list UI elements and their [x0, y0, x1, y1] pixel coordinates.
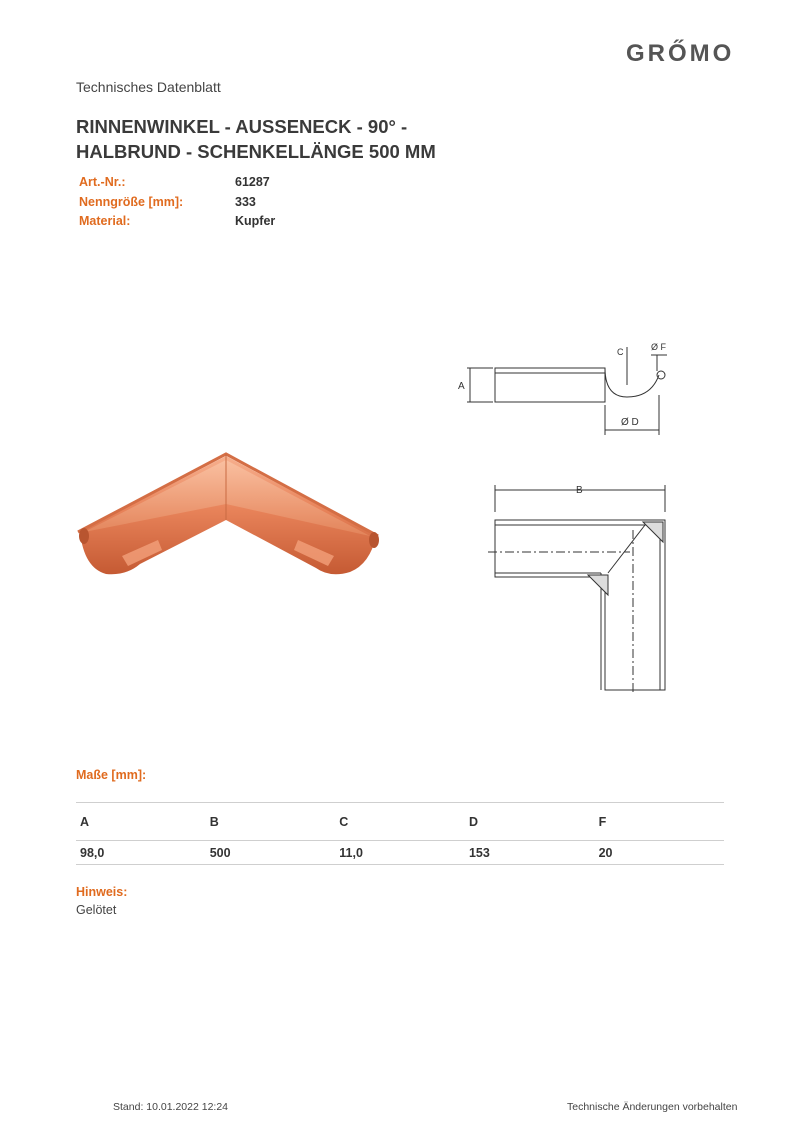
value-f: 20: [595, 841, 724, 865]
label-a: A: [458, 381, 465, 392]
column-header-a: A: [76, 803, 206, 841]
label-f: Ø F: [651, 342, 666, 352]
note-heading: Hinweis:: [76, 885, 128, 899]
spec-value: 61287: [235, 175, 270, 189]
table-header-row: [76, 803, 724, 841]
value-d: 153: [465, 841, 595, 865]
top-view-drawing: [480, 480, 680, 695]
column-header-b: B: [206, 803, 336, 841]
spec-label: Art.-Nr.:: [79, 175, 126, 189]
dimensions-heading: Maße [mm]:: [76, 768, 147, 782]
title-line-1: RINNENWINKEL - AUSSENECK - 90° -: [76, 116, 408, 137]
title-line-2: HALBRUND - SCHENKELLÄNGE 500 MM: [76, 141, 436, 162]
value-b: 500: [206, 841, 336, 865]
column-header-f: F: [595, 803, 724, 841]
footer-disclaimer: Technische Änderungen vorbehalten: [567, 1101, 738, 1113]
value-c: 11,0: [335, 841, 465, 865]
label-d: Ø D: [621, 417, 639, 428]
spec-row-size: [79, 195, 256, 209]
table-row: [76, 841, 724, 865]
spec-value: 333: [235, 195, 256, 209]
spec-label: Nenngröße [mm]:: [79, 195, 184, 209]
document-subtitle: Technisches Datenblatt: [76, 79, 221, 95]
profile-drawing: [455, 335, 685, 440]
spec-value: Kupfer: [235, 214, 276, 228]
note-text: Gelötet: [76, 903, 117, 917]
column-header-c: C: [335, 803, 465, 841]
product-image: [70, 440, 390, 600]
footer-date: Stand: 10.01.2022 12:24: [113, 1101, 229, 1113]
spec-label: Material:: [79, 214, 131, 228]
page-title: [76, 114, 436, 164]
dimensions-table: [76, 802, 724, 865]
column-header-d: D: [465, 803, 595, 841]
spec-row-material: [79, 214, 275, 228]
brand-logo: GRŐMO: [626, 40, 735, 67]
value-a: 98,0: [76, 841, 206, 865]
spec-row-article: [79, 175, 270, 189]
label-c: C: [617, 347, 624, 357]
label-b: B: [576, 485, 583, 496]
